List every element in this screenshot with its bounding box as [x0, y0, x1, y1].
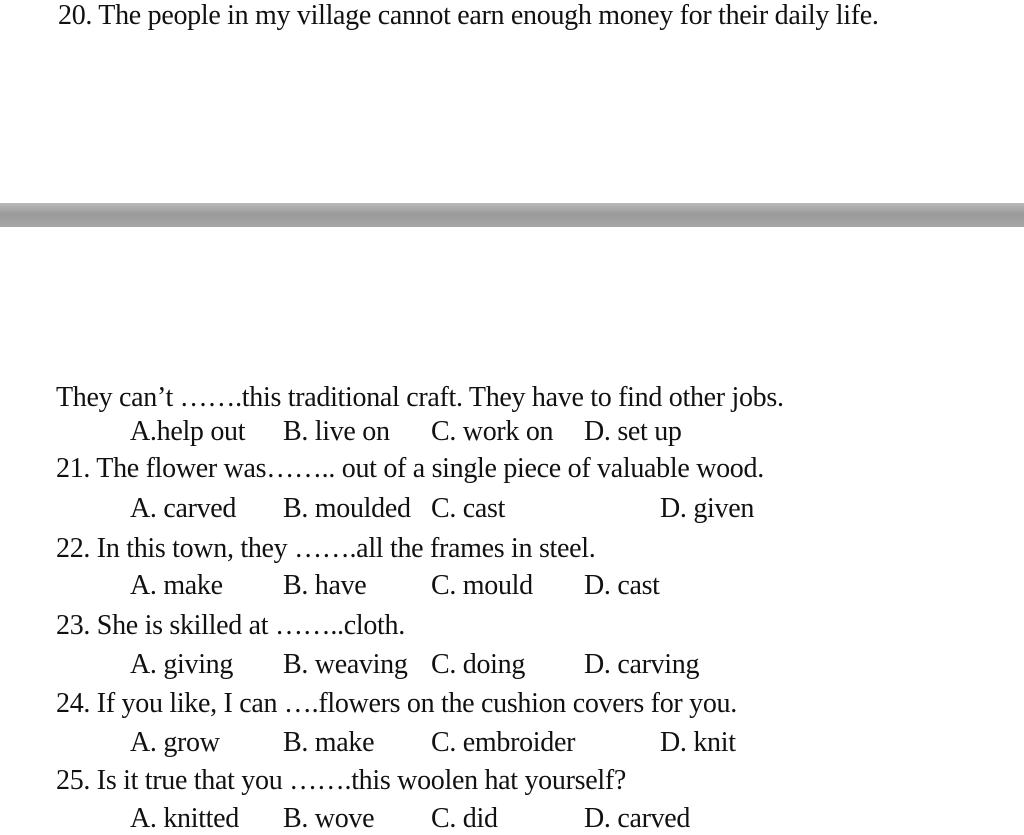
- question-20-text: 20. The people in my village cannot earn enough money for their daily life.: [58, 0, 879, 31]
- option-a: A. carved: [130, 493, 237, 524]
- option-b: B. wove: [283, 803, 375, 834]
- option-c: C. did: [431, 803, 498, 834]
- question-21-text: 21. The flower was…….. out of a single piece of valuable wood.: [56, 453, 764, 484]
- option-b: B. moulded: [283, 493, 411, 524]
- question-20b-text: They can’t …….this traditional craft. They have to find other jobs.: [56, 382, 784, 413]
- option-d: D. cast: [584, 570, 660, 601]
- option-a: A. giving: [130, 649, 234, 680]
- option-b: B. make: [283, 727, 375, 758]
- option-c: C. mould: [431, 570, 533, 601]
- option-d: D. carving: [584, 649, 700, 680]
- option-a: A. grow: [130, 727, 220, 758]
- question-23-text: 23. She is skilled at ……..cloth.: [56, 610, 405, 641]
- option-a: A. knitted: [130, 803, 239, 834]
- option-a: A. make: [130, 570, 223, 601]
- option-c: C. cast: [431, 493, 506, 524]
- option-a: A.help out: [130, 416, 246, 447]
- option-d: D. knit: [660, 727, 736, 758]
- question-22-text: 22. In this town, they …….all the frames in steel.: [56, 533, 596, 564]
- option-d: D. set up: [584, 416, 682, 447]
- option-d: D. carved: [584, 803, 691, 834]
- option-c: C. embroider: [431, 727, 576, 758]
- question-25-text: 25. Is it true that you …….this woolen hat yourself?: [56, 765, 626, 796]
- option-c: C. work on: [431, 416, 554, 447]
- option-b: B. live on: [283, 416, 390, 447]
- option-b: B. weaving: [283, 649, 408, 680]
- option-c: C. doing: [431, 649, 526, 680]
- option-d: D. given: [660, 493, 755, 524]
- page-divider: [0, 203, 1024, 227]
- option-b: B. have: [283, 570, 367, 601]
- question-24-text: 24. If you like, I can ….flowers on the cushion covers for you.: [56, 688, 737, 719]
